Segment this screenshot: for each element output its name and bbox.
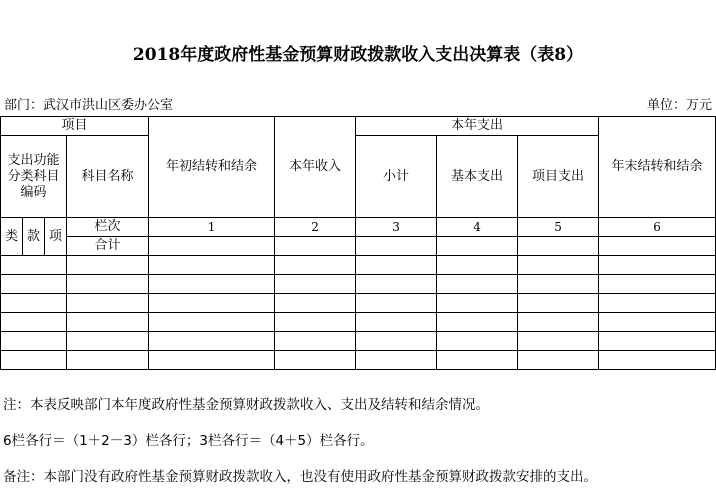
header-function-code-line-1: 支出功能 bbox=[7, 152, 60, 168]
header-subtotal: 小计 bbox=[356, 136, 437, 218]
empty-cell bbox=[67, 256, 149, 275]
header-basic-expenditure: 基本支出 bbox=[437, 136, 518, 218]
column-row-label: 栏次 bbox=[67, 218, 149, 237]
empty-cell bbox=[437, 294, 518, 313]
empty-cell bbox=[356, 313, 437, 332]
empty-cell bbox=[149, 294, 275, 313]
table-row bbox=[1, 275, 716, 294]
empty-cell bbox=[356, 275, 437, 294]
total-label: 合计 bbox=[67, 237, 149, 256]
empty-cell bbox=[518, 256, 599, 275]
column-number-1: 1 bbox=[149, 218, 275, 237]
empty-cell bbox=[437, 351, 518, 370]
empty-cell bbox=[275, 332, 356, 351]
empty-cell bbox=[518, 275, 599, 294]
empty-cell bbox=[599, 275, 716, 294]
empty-cell bbox=[437, 313, 518, 332]
empty-cell bbox=[599, 351, 716, 370]
empty-cell bbox=[67, 313, 149, 332]
budget-table bbox=[0, 116, 716, 370]
empty-cell bbox=[1, 294, 67, 313]
note-formula: 6栏各行＝（1＋2－3）栏各行；3栏各行＝（4＋5）栏各行。 bbox=[3, 433, 374, 449]
empty-cell bbox=[275, 351, 356, 370]
empty-cell bbox=[1, 332, 67, 351]
empty-cell bbox=[518, 332, 599, 351]
empty-cell bbox=[149, 351, 275, 370]
header-function-code-line-2: 分类科目 bbox=[7, 168, 60, 184]
header-category: 类 bbox=[1, 218, 23, 256]
empty-cell bbox=[518, 351, 599, 370]
page-title: 2018年度政府性基金预算财政拨款收入支出决算表（表8） bbox=[132, 45, 584, 65]
header-subject-name: 科目名称 bbox=[67, 136, 149, 218]
header-function-code bbox=[1, 136, 67, 218]
empty-cell bbox=[437, 275, 518, 294]
empty-cell bbox=[149, 313, 275, 332]
department-label: 部门：武汉市洪山区委办公室 bbox=[4, 98, 174, 113]
empty-cell bbox=[275, 275, 356, 294]
empty-cell bbox=[599, 313, 716, 332]
empty-cell bbox=[149, 332, 275, 351]
column-number-6: 6 bbox=[599, 218, 716, 237]
empty-cell bbox=[1, 313, 67, 332]
header-current-year-income: 本年收入 bbox=[275, 117, 356, 218]
table-row bbox=[1, 256, 716, 275]
empty-cell bbox=[275, 256, 356, 275]
empty-cell bbox=[599, 256, 716, 275]
table-row bbox=[1, 332, 716, 351]
total-cell bbox=[437, 237, 518, 256]
header-section: 款 bbox=[23, 218, 45, 256]
empty-cell bbox=[518, 294, 599, 313]
header-current-year-expenditure: 本年支出 bbox=[356, 117, 599, 136]
empty-cell bbox=[67, 332, 149, 351]
empty-cell bbox=[1, 256, 67, 275]
column-number-3: 3 bbox=[356, 218, 437, 237]
empty-cell bbox=[599, 294, 716, 313]
empty-cell bbox=[356, 351, 437, 370]
total-cell bbox=[599, 237, 716, 256]
empty-cell bbox=[275, 294, 356, 313]
empty-cell bbox=[1, 275, 67, 294]
table-row bbox=[1, 351, 716, 370]
header-item-level: 项 bbox=[45, 218, 67, 256]
empty-cell bbox=[356, 332, 437, 351]
table-row bbox=[1, 294, 716, 313]
empty-cell bbox=[518, 313, 599, 332]
total-cell bbox=[356, 237, 437, 256]
empty-cell bbox=[149, 275, 275, 294]
total-cell bbox=[275, 237, 356, 256]
table-row bbox=[1, 313, 716, 332]
empty-cell bbox=[67, 275, 149, 294]
empty-cell bbox=[67, 294, 149, 313]
header-closing-balance: 年末结转和结余 bbox=[599, 117, 716, 218]
total-cell bbox=[149, 237, 275, 256]
empty-cell bbox=[67, 351, 149, 370]
header-item: 项目 bbox=[1, 117, 149, 136]
total-cell bbox=[518, 237, 599, 256]
header-function-code-line-3: 编码 bbox=[20, 184, 47, 200]
empty-cell bbox=[275, 313, 356, 332]
header-project-expenditure: 项目支出 bbox=[518, 136, 599, 218]
empty-cell bbox=[599, 332, 716, 351]
unit-label: 单位：万元 bbox=[646, 98, 712, 113]
empty-cell bbox=[149, 256, 275, 275]
empty-cell bbox=[437, 256, 518, 275]
note-scope: 注：本表反映部门本年度政府性基金预算财政拨款收入、支出及结转和结余情况。 bbox=[3, 397, 489, 413]
column-number-2: 2 bbox=[275, 218, 356, 237]
header-opening-balance: 年初结转和结余 bbox=[149, 117, 275, 218]
column-number-4: 4 bbox=[437, 218, 518, 237]
column-number-5: 5 bbox=[518, 218, 599, 237]
note-remark: 备注：本部门没有政府性基金预算财政拨款收入，也没有使用政府性基金预算财政拨款安排的支出。 bbox=[3, 469, 597, 485]
empty-cell bbox=[437, 332, 518, 351]
empty-cell bbox=[356, 256, 437, 275]
empty-cell bbox=[356, 294, 437, 313]
empty-cell bbox=[1, 351, 67, 370]
